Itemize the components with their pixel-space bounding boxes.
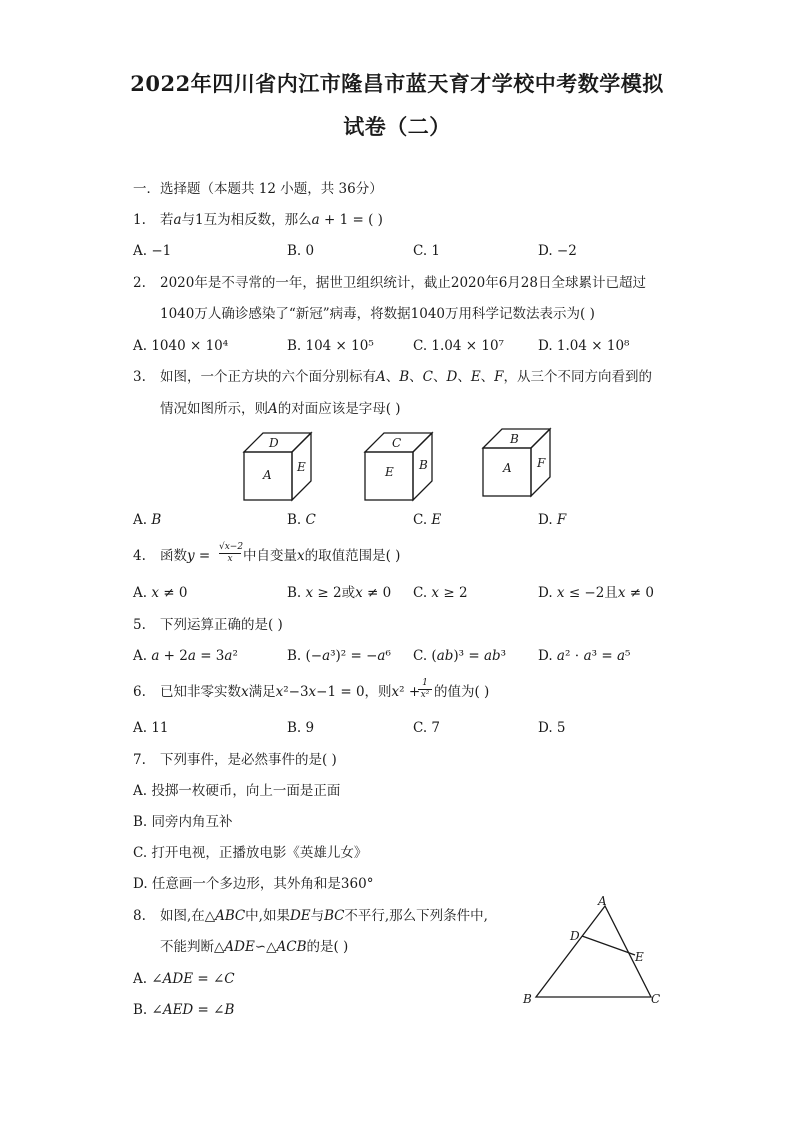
cube-3-side-label: F (537, 456, 546, 470)
q4-post: 中自变量𝑥的取值范围是( ) (243, 548, 401, 564)
q7-option-b[interactable]: B. 同旁内角互补 (133, 814, 233, 830)
q2-number: 2. (133, 275, 146, 291)
cube-1-front-label: A (263, 468, 272, 482)
q1-option-d[interactable]: D. −2 (538, 243, 577, 259)
q2-line-2: 1040万人确诊感染了“新冠”病毒，将数据1040万用科学记数法表示为( ) (160, 306, 595, 322)
q2-option-a[interactable]: A. 1040 × 10⁴ (133, 338, 229, 354)
q8-line-1: 如图,在△𝐴𝐵𝐶中,如果𝐷𝐸与𝐵𝐶不平行,那么下列条件中, (160, 908, 488, 924)
q8-option-a[interactable]: A. ∠𝐴𝐷𝐸 = ∠𝐶 (133, 971, 235, 987)
point-e-label: E (635, 950, 644, 964)
q7-option-d[interactable]: D. 任意画一个多边形，其外角和是360° (133, 876, 374, 892)
q2-option-c[interactable]: C. 1.04 × 10⁷ (413, 338, 504, 354)
q1-option-b[interactable]: B. 0 (287, 243, 315, 259)
section-heading: 一．选择题（本题共 12 小题，共 36分） (133, 181, 383, 197)
q4-option-c[interactable]: C. 𝑥 ≥ 2 (413, 585, 468, 601)
q6-fraction-denominator: 𝑥² (420, 690, 430, 700)
q7-number: 7. (133, 752, 146, 768)
q5-number: 5. (133, 617, 146, 633)
q8-number: 8. (133, 908, 146, 924)
q5-option-d[interactable]: D. 𝑎² ⋅ 𝑎³ = 𝑎⁵ (538, 648, 631, 664)
vertex-c-label: C (651, 992, 661, 1006)
q8-triangle-figure (515, 893, 675, 1013)
q8-line-2: 不能判断△𝐴𝐷𝐸∽△𝐴𝐶𝐵的是( ) (160, 939, 349, 955)
cube-3-front-label: A (503, 461, 512, 475)
q2-line-1: 2020年是不寻常的一年，据世卫组织统计，截止2020年6月28日全球累计已超过 (160, 275, 646, 291)
q1-number: 1. (133, 212, 146, 228)
q1-option-c[interactable]: C. 1 (413, 243, 441, 259)
cube-2-side-label: B (419, 458, 428, 472)
q2-option-d[interactable]: D. 1.04 × 10⁸ (538, 338, 630, 354)
q6-option-b[interactable]: B. 9 (287, 720, 315, 736)
q6-post: 的值为( ) (434, 684, 490, 700)
q4-fraction-numerator: √𝑥−2 (219, 542, 244, 552)
cube-2-front-label: E (385, 465, 394, 479)
q3-option-a[interactable]: A. 𝐵 (133, 512, 162, 528)
q5-text: 下列运算正确的是( ) (160, 617, 283, 633)
q8-option-b[interactable]: B. ∠𝐴𝐸𝐷 = ∠𝐵 (133, 1002, 235, 1018)
q5-option-b[interactable]: B. (−𝑎³)² = −𝑎⁶ (287, 648, 391, 664)
q4-option-b[interactable]: B. 𝑥 ≥ 2或𝑥 ≠ 0 (287, 585, 392, 601)
q6-fraction (418, 678, 432, 701)
cube-3-top-label: B (510, 432, 519, 446)
triangle-abc (536, 906, 651, 997)
q3-number: 3. (133, 369, 146, 385)
q4-pre: 函数𝑦 = (160, 548, 211, 564)
q4-fraction-denominator: 𝑥 (227, 554, 233, 564)
q3-cubes-figure (230, 425, 570, 510)
q3-option-c[interactable]: C. 𝐸 (413, 512, 442, 528)
q1-text: 若𝑎与1互为相反数，那么𝑎 + 1 = ( ) (160, 212, 383, 228)
cube-1-side-label: E (297, 460, 306, 474)
q6-option-d[interactable]: D. 5 (538, 720, 566, 736)
vertex-a-label: A (598, 894, 607, 908)
title-line-1: 2022年四川省内江市隆昌市蓝天育才学校中考数学模拟 (130, 71, 664, 96)
q7-option-c[interactable]: C. 打开电视，正播放电影《英雄儿女》 (133, 845, 368, 861)
q6-pre: 已知非零实数𝑥满足𝑥²−3𝑥−1 = 0，则𝑥² + (160, 684, 421, 700)
cube-1-top-label: D (269, 436, 279, 450)
vertex-b-label: B (523, 992, 532, 1006)
q5-option-a[interactable]: A. 𝑎 + 2𝑎 = 3𝑎² (133, 648, 238, 664)
title-line-2: 试卷（二） (343, 114, 451, 139)
q1-option-a[interactable]: A. −1 (133, 243, 172, 259)
q6-option-c[interactable]: C. 7 (413, 720, 441, 736)
q3-line-1: 如图，一个正方块的六个面分别标有𝐴、𝐵、𝐶、𝐷、𝐸、𝐹，从三个不同方向看到的 (160, 369, 653, 385)
q6-option-a[interactable]: A. 11 (133, 720, 169, 736)
q4-option-d[interactable]: D. 𝑥 ≤ −2且𝑥 ≠ 0 (538, 585, 654, 601)
point-d-label: D (570, 929, 580, 943)
q4-number: 4. (133, 548, 146, 564)
q4-option-a[interactable]: A. 𝑥 ≠ 0 (133, 585, 188, 601)
q3-line-2: 情况如图所示，则𝐴的对面应该是字母( ) (160, 401, 401, 417)
q2-option-b[interactable]: B. 104 × 10⁵ (287, 338, 374, 354)
q7-option-a[interactable]: A. 投掷一枚硬币，向上一面是正面 (133, 783, 341, 799)
q4-fraction (219, 542, 244, 565)
q6-fraction-numerator: 1 (418, 678, 432, 690)
q6-number: 6. (133, 684, 146, 700)
q7-text: 下列事件，是必然事件的是( ) (160, 752, 337, 768)
q3-option-d[interactable]: D. 𝐹 (538, 512, 567, 528)
q3-option-b[interactable]: B. 𝐶 (287, 512, 316, 528)
q5-option-c[interactable]: C. (𝑎𝑏)³ = 𝑎𝑏³ (413, 648, 507, 664)
segment-de (582, 936, 635, 955)
cube-2-top-label: C (392, 436, 402, 450)
